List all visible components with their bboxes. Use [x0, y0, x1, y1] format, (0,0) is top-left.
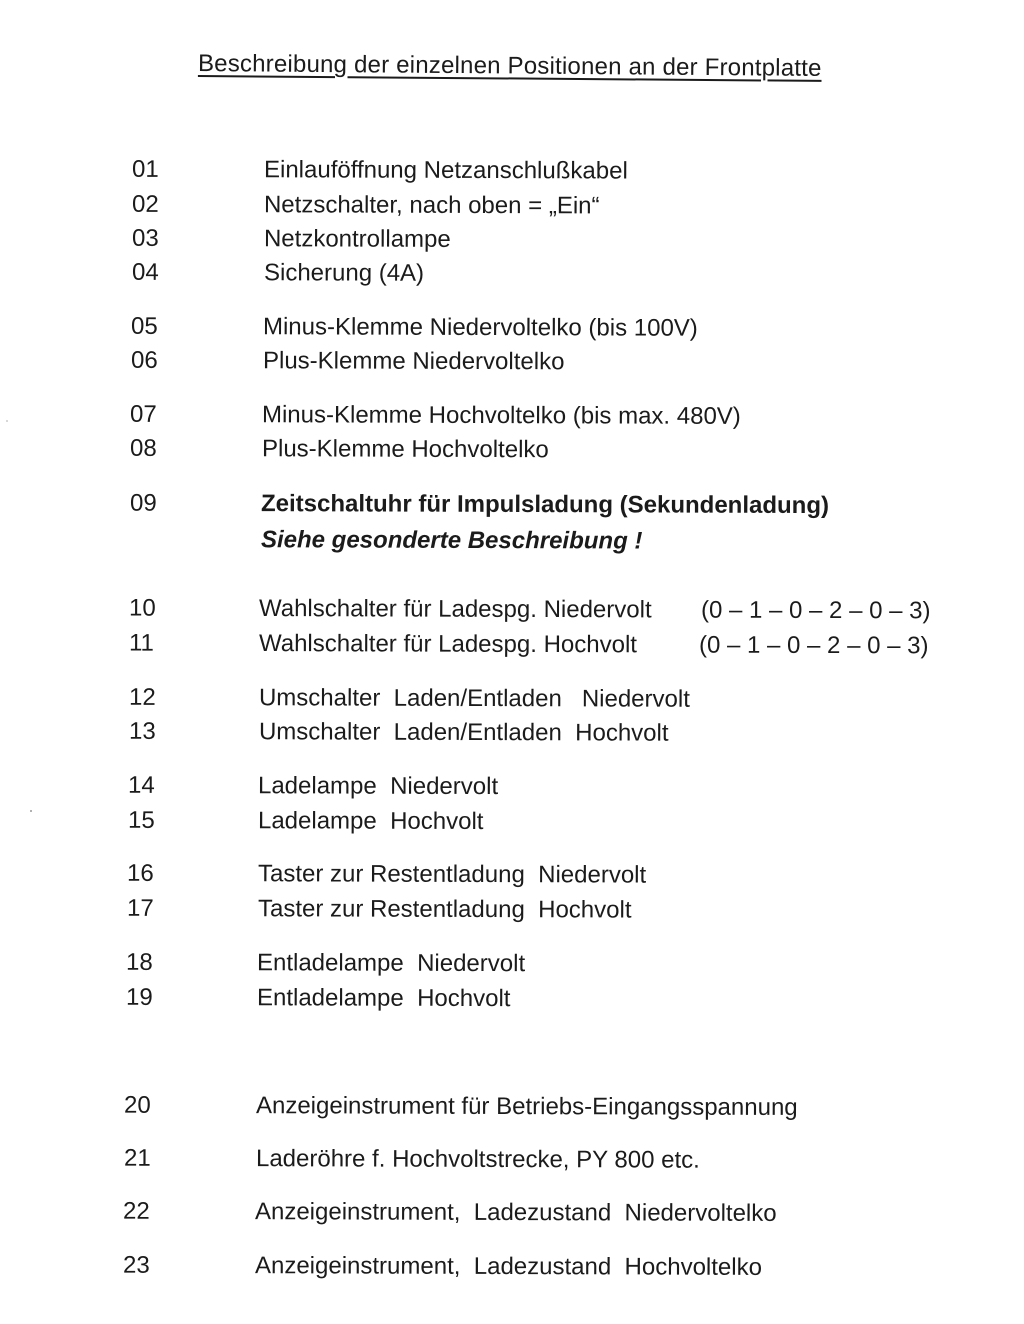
- item-number: 17: [126, 894, 154, 922]
- item-number: 11: [128, 629, 154, 657]
- item-number: 23: [122, 1251, 150, 1279]
- switch-range: (0 – 1 – 0 – 2 – 0 – 3): [700, 596, 931, 625]
- item-description: Entladelampe Hochvolt: [256, 984, 511, 1013]
- item-number: 18: [125, 948, 153, 976]
- item-description: Netzkontrollampe: [263, 225, 451, 253]
- list-item: [132, 154, 832, 188]
- item-number: 22: [122, 1197, 150, 1225]
- item-number: 06: [130, 346, 158, 374]
- item-description: Ladelampe Niedervolt: [257, 772, 499, 801]
- note-text: Siehe gesonderte Beschreibung !: [260, 526, 643, 555]
- item-number: 19: [125, 983, 153, 1011]
- item-description: Anzeigeinstrument, Ladezustand Niedervoltelko: [254, 1198, 777, 1227]
- item-description: Plus-Klemme Hochvoltelko: [261, 435, 549, 464]
- item-number: 13: [128, 717, 156, 745]
- item-number: 02: [131, 190, 159, 218]
- item-description: Anzeigeinstrument für Betriebs-Eingangsspannung: [255, 1092, 798, 1122]
- item-number: 07: [129, 400, 157, 428]
- list-item: [127, 893, 827, 927]
- item-number: 15: [127, 806, 155, 834]
- item-number: 09: [129, 489, 157, 517]
- list-item: [123, 1196, 883, 1231]
- list-item: [128, 770, 828, 804]
- item-description: Zeitschaltuhr für Impulsladung (Sekundenladung): [260, 490, 830, 520]
- item-number: 03: [131, 224, 159, 252]
- item-number: 04: [131, 258, 159, 286]
- item-number: 08: [129, 434, 157, 462]
- list-item: [127, 858, 827, 892]
- item-description: Ladelampe Hochvolt: [257, 807, 484, 836]
- item-description: Taster zur Restentladung Hochvolt: [257, 895, 632, 924]
- item-description: Plus-Klemme Niedervoltelko: [262, 347, 565, 376]
- item-number: 21: [123, 1144, 151, 1172]
- list-item: [131, 311, 831, 345]
- list-item: [131, 345, 831, 379]
- list-item: [130, 399, 830, 433]
- item-number: 01: [131, 155, 159, 183]
- item-number: 10: [128, 594, 156, 622]
- list-item: [126, 947, 826, 981]
- item-description: Netzschalter, nach oben = „Ein“: [263, 191, 600, 220]
- item-note: [130, 524, 830, 558]
- list-item: [129, 593, 959, 628]
- list-item: [128, 805, 828, 839]
- item-description: Umschalter Laden/Entladen Hochvolt: [258, 718, 669, 747]
- scan-speck: [30, 810, 32, 812]
- list-item: [130, 488, 910, 523]
- list-item: [129, 716, 829, 750]
- list-item: [124, 1143, 884, 1178]
- scan-speck: [6, 420, 8, 422]
- list-item: [126, 982, 826, 1016]
- list-item: [129, 628, 959, 663]
- list-item: [132, 223, 832, 257]
- item-description: Anzeigeinstrument, Ladezustand Hochvoltelko: [254, 1252, 763, 1281]
- list-item: [124, 1090, 884, 1125]
- item-description: Entladelampe Niedervolt: [256, 949, 526, 978]
- list-item: [123, 1250, 883, 1285]
- item-description: Sicherung (4A): [263, 259, 425, 287]
- list-item: [130, 433, 830, 467]
- list-item: [132, 189, 832, 223]
- item-description: Minus-Klemme Niedervoltelko (bis 100V): [262, 313, 698, 342]
- item-description: Einlauföffnung Netzanschlußkabel: [263, 156, 628, 185]
- page-title: Beschreibung der einzelnen Positionen an der Frontplatte: [197, 50, 822, 82]
- item-description: Wahlschalter für Ladespg. Niedervolt: [258, 595, 652, 624]
- item-number: 16: [126, 859, 154, 887]
- item-description: Minus-Klemme Hochvoltelko (bis max. 480V): [261, 401, 741, 430]
- item-description: Taster zur Restentladung Niedervolt: [257, 860, 647, 889]
- item-description: Wahlschalter für Ladespg. Hochvolt: [258, 630, 638, 659]
- item-number: 20: [123, 1091, 151, 1119]
- list-item: [132, 257, 832, 291]
- item-number: 05: [130, 312, 158, 340]
- item-number: 14: [127, 771, 155, 799]
- item-number: 12: [128, 683, 156, 711]
- item-description: Laderöhre f. Hochvoltstrecke, PY 800 etc.: [255, 1145, 700, 1174]
- switch-range: (0 – 1 – 0 – 2 – 0 – 3): [698, 631, 929, 660]
- item-description: Umschalter Laden/Entladen Niedervolt: [258, 684, 690, 713]
- list-item: [129, 682, 829, 716]
